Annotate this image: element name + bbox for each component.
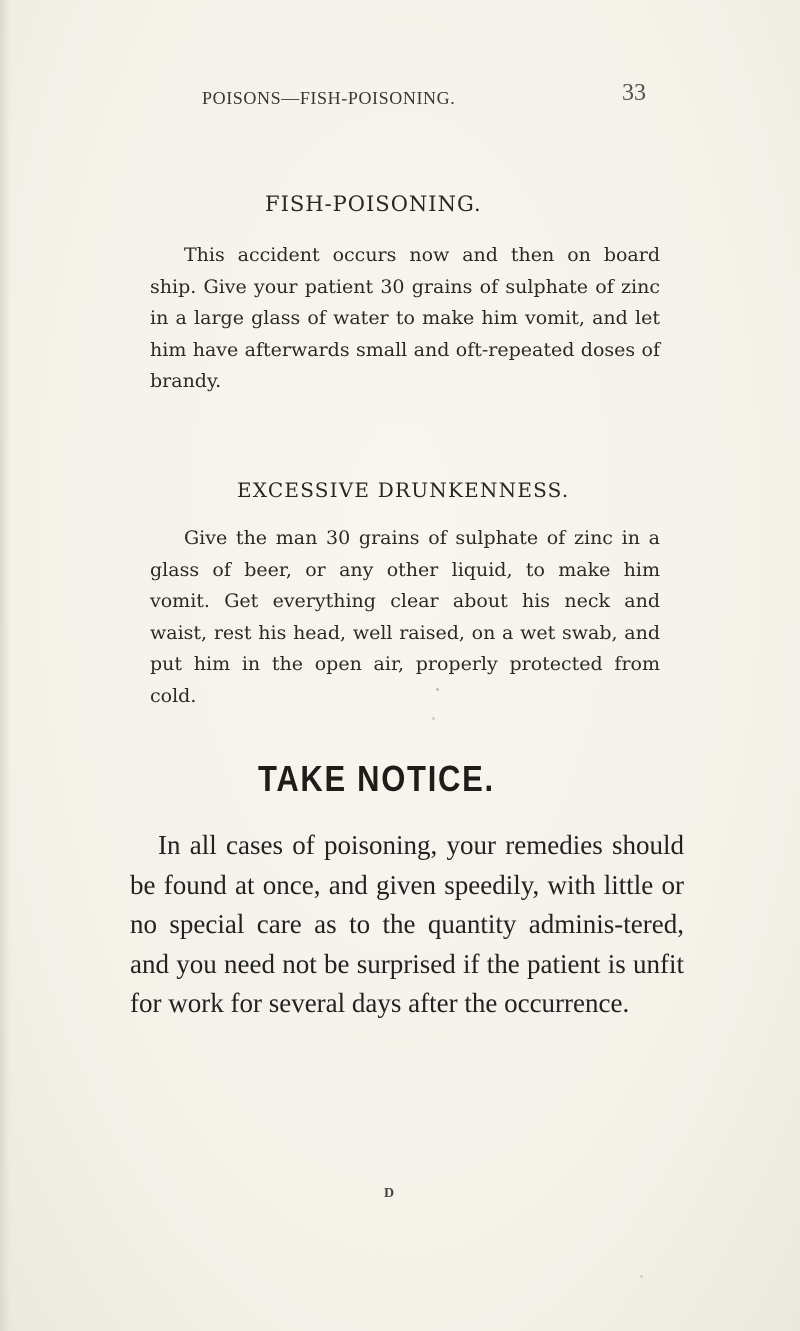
take-notice-paragraph: In all cases of poisoning, your remedies should be found at once, and given speedily, with little or no special care as to the quantity adminis-tered, and you need not be surprised if the patient is unfit for work for several days after the occurrence. <box>130 830 684 1018</box>
page-edge-shadow <box>0 0 10 1331</box>
running-head: POISONS—FISH-POISONING. <box>202 88 456 108</box>
paragraph-fish-poisoning: This accident occurs now and then on board ship. Give your patient 30 grains of sulphate of zinc in a large glass of water to make him vomit, and let him have afterwards small and oft-repeated doses of brandy. <box>150 244 660 392</box>
paper-speck <box>432 717 435 720</box>
section-title-excessive-drunkenness: EXCESSIVE DRUNKENNESS. <box>237 478 570 502</box>
paragraph-excessive-drunkenness: Give the man 30 grains of sulphate of zinc in a glass of beer, or any other liquid, to make him vomit. Get everything clear about his neck and waist, rest his head, well raised, on a wet swab, and put him in the open air, properly protected from cold. <box>150 527 660 707</box>
signature-mark: D <box>384 1186 395 1201</box>
page-number: 33 <box>622 80 646 106</box>
take-notice-heading: TAKE NOTICE. <box>258 758 495 799</box>
paper-speck <box>640 1275 643 1278</box>
paper-speck <box>436 688 439 691</box>
section-title-fish-poisoning: FISH-POISONING. <box>265 192 482 216</box>
